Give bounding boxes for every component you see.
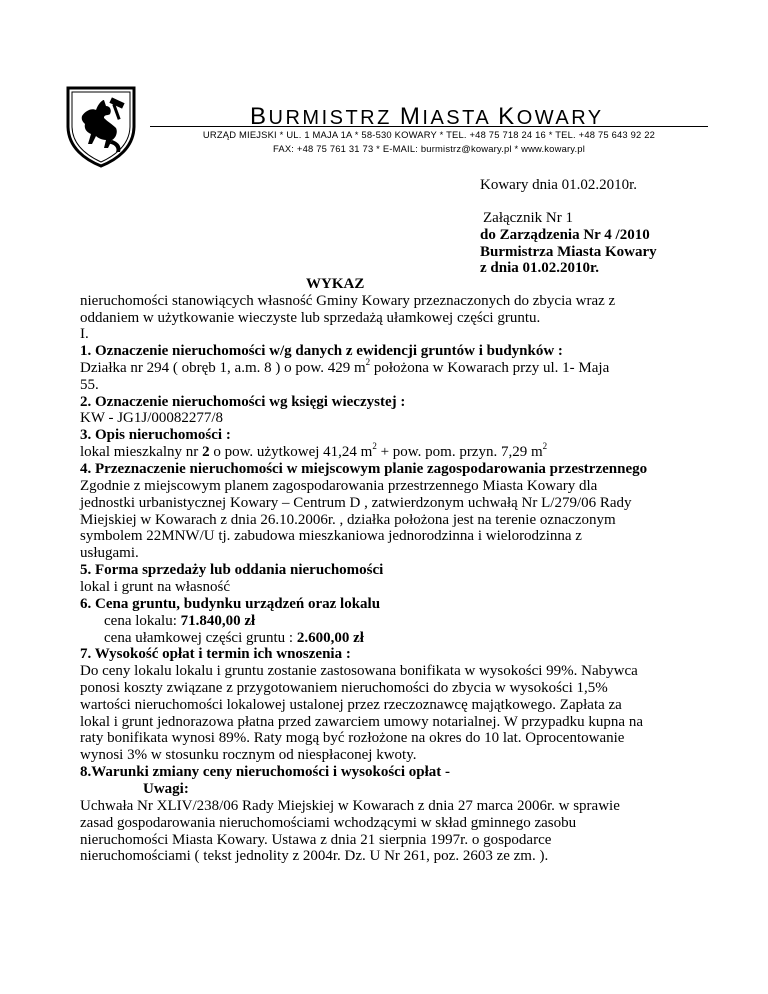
section-4-text: Miejskiej w Kowarach z dnia 26.10.2006r. , działka położona jest na terenie oznaczonym: [80, 512, 616, 528]
section-8-text: zasad gospodarowania nieruchomościami wchodzącymi w skład gminnego zasobu: [80, 815, 577, 831]
section-8-title: 8.Warunki zmiany ceny nieruchomości i wysokości opłat -: [80, 764, 451, 780]
price-lokal: cena lokalu: 71.840,00 zł: [104, 613, 256, 629]
intro-line: oddaniem w użytkowanie wieczyste lub sprzedażą ułamkowej części gruntu.: [80, 310, 541, 326]
letterhead-contact: FAX: +48 75 761 31 73 * E-MAIL: burmistrz@kowary.pl * www.kowary.pl: [272, 143, 585, 154]
section-1-text: Działka nr 294 ( obręb 1, a.m. 8 ) o pow. 429 $m^2$ położona w Kowarach przy ul. 1- Maja: [80, 357, 610, 376]
remarks-title: Uwagi:: [143, 781, 189, 797]
section-8-text: nieruchomości Miasta Kowary. Ustawa z dnia 21 sierpnia 1997r. o gospodarce: [80, 832, 552, 848]
letterhead-divider: [150, 126, 708, 127]
section-7-text: lokal i grunt jednorazowa płatna przed zawarciem umowy notarialnej. W przypadku kupna na: [80, 714, 643, 730]
coat-of-arms-icon: [58, 82, 144, 168]
date-line: Kowary dnia 01.02.2010r.: [480, 177, 638, 193]
attachment-order: do Zarządzenia Nr 4 /2010: [480, 227, 650, 243]
section-6-title: 6. Cena gruntu, budynku urządzeń oraz lokalu: [80, 596, 381, 612]
document-heading: WYKAZ: [306, 276, 365, 292]
letterhead-address: URZĄD MIEJSKI * UL. 1 MAJA 1A * 58-530 KOWARY * TEL. +48 75 718 24 16 * TEL. +48 75 643 92 22: [202, 129, 656, 140]
attachment-date: z dnia 01.02.2010r.: [480, 260, 600, 276]
section-5-text: lokal i grunt na własność: [80, 579, 230, 595]
section-3-text: lokal mieszkalny nr 2 o pow. użytkowej 41,24 $m^2$ + pow. pom. przyn. 7,29 $m^2$: [80, 441, 548, 460]
section-4-text: usługami.: [80, 545, 139, 561]
attachment-issuer: Burmistrza Miasta Kowary: [480, 244, 657, 260]
section-2-text: KW - JG1J/00082277/8: [80, 410, 224, 426]
section-8-text: Uchwała Nr XLIV/238/06 Rady Miejskiej w Kowarach z dnia 27 marca 2006r. w sprawie: [80, 798, 620, 814]
section-7-text: raty bonifikata wynosi 89%. Raty mogą być rozłożone na okres do 10 lat. Oprocentowanie: [80, 730, 625, 746]
section-4-text: Zgodnie z miejscowym planem zagospodarowania przestrzennego Miasta Kowary dla: [80, 478, 598, 494]
section-1-title: 1. Oznaczenie nieruchomości w/g danych z ewidencji gruntów i budynków :: [80, 343, 563, 359]
section-4-text: symbolem 22MNW/U tj. zabudowa mieszkaniowa jednorodzinna i wielorodzinna z: [80, 528, 582, 544]
section-7-text: ponosi koszty związane z przygotowaniem nieruchomości do zbycia w wysokości 1,5%: [80, 680, 608, 696]
section-2-title: 2. Oznaczenie nieruchomości wg księgi wieczystej :: [80, 394, 406, 410]
section-8-text: nieruchomościami ( tekst jednolity z 2004r. Dz. U Nr 261, poz. 2603 ze zm. ).: [80, 848, 549, 864]
intro-line: I.: [80, 326, 89, 342]
section-4-title: 4. Przeznaczenie nieruchomości w miejscowym planie zagospodarowania przestrzennego: [80, 461, 648, 477]
section-5-title: 5. Forma sprzedaży lub oddania nieruchomości: [80, 562, 384, 578]
section-7-text: wynosi 3% w stosunku rocznym od niespłaconej kwoty.: [80, 747, 417, 763]
section-1-text: 55.: [80, 377, 99, 393]
attachment-label: Załącznik Nr 1: [483, 210, 573, 226]
section-3-title: 3. Opis nieruchomości :: [80, 427, 231, 443]
intro-line: nieruchomości stanowiących własność Gminy Kowary przeznaczonych do zbycia wraz z: [80, 293, 616, 309]
price-grunt: cena ułamkowej części gruntu : 2.600,00 zł: [104, 630, 364, 646]
section-7-text: Do ceny lokalu lokalu i gruntu zostanie zastosowana bonifikata w wysokości 99%. Nabywca: [80, 663, 638, 679]
section-7-title: 7. Wysokość opłat i termin ich wnoszenia :: [80, 646, 351, 662]
section-7-text: wartości nieruchomości lokalowej ustalonej przez rzeczoznawcę majątkowego. Zapłata za: [80, 697, 622, 713]
letterhead-title: BURMISTRZ MIASTA KOWARY: [250, 103, 604, 130]
section-4-text: jednostki urbanistycznej Kowary – Centrum D , zatwierdzonym uchwałą Nr L/279/06 Rady: [80, 495, 632, 511]
